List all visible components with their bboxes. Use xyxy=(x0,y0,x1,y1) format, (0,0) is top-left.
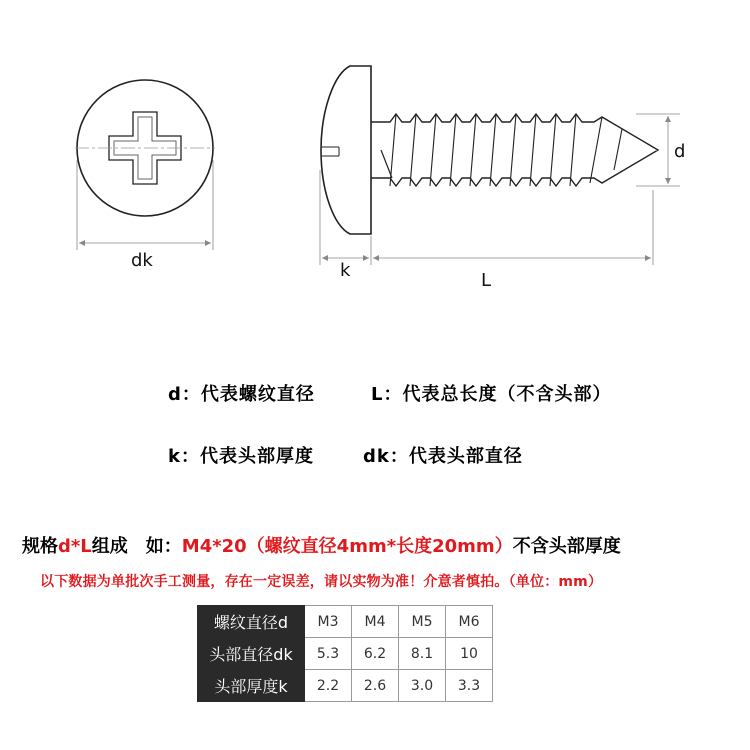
table-cell: M4 xyxy=(352,606,399,638)
spec-suffix: 组成 如： xyxy=(91,536,182,557)
dimension-arrows xyxy=(322,116,671,261)
spec-example: M4*20（螺纹直径4mm*长度20mm） xyxy=(181,536,513,557)
table-cell: 8.1 xyxy=(399,638,446,670)
table-row xyxy=(198,670,493,702)
spec-composition-line xyxy=(22,532,621,558)
spec-formula: d*L xyxy=(58,536,92,557)
legend-d: d：代表螺纹直径 xyxy=(168,384,315,405)
row-header: 头部厚度k xyxy=(198,670,305,702)
k-dimension-label: k xyxy=(340,260,351,281)
table-cell: M5 xyxy=(399,606,446,638)
table-cell: M3 xyxy=(305,606,352,638)
spec-tail: 不含头部厚度 xyxy=(512,536,621,557)
table-cell: 2.6 xyxy=(352,670,399,702)
L-dimension-label: L xyxy=(481,270,492,291)
legend-L: L：代表总长度（不含头部） xyxy=(371,384,612,405)
table-cell: M6 xyxy=(446,606,493,638)
screw-diagram xyxy=(0,0,750,300)
table-row xyxy=(198,638,493,670)
table-cell: 6.2 xyxy=(352,638,399,670)
table-cell: 3.3 xyxy=(446,670,493,702)
screw-drawing xyxy=(0,0,750,300)
table-cell: 2.2 xyxy=(305,670,352,702)
spec-table xyxy=(197,605,493,702)
screw-side-view xyxy=(321,66,658,234)
head-top-view xyxy=(75,80,215,250)
dimension-lines xyxy=(320,114,680,265)
table-row xyxy=(198,606,493,638)
row-header: 头部直径dk xyxy=(198,638,305,670)
spec-prefix: 规格 xyxy=(22,536,58,557)
dk-dimension-label: dk xyxy=(131,250,153,271)
table-cell: 3.0 xyxy=(399,670,446,702)
table-cell: 5.3 xyxy=(305,638,352,670)
table-cell: 10 xyxy=(446,638,493,670)
d-dimension-label: d xyxy=(674,141,686,162)
legend-k: k：代表头部厚度 xyxy=(168,446,314,467)
measurement-notice: 以下数据为单批次手工测量，存在一定误差，请以实物为准！介意者慎拍。（单位：mm） xyxy=(40,574,603,590)
row-header: 螺纹直径d xyxy=(198,606,305,638)
legend-dk: dk：代表头部直径 xyxy=(363,446,523,467)
